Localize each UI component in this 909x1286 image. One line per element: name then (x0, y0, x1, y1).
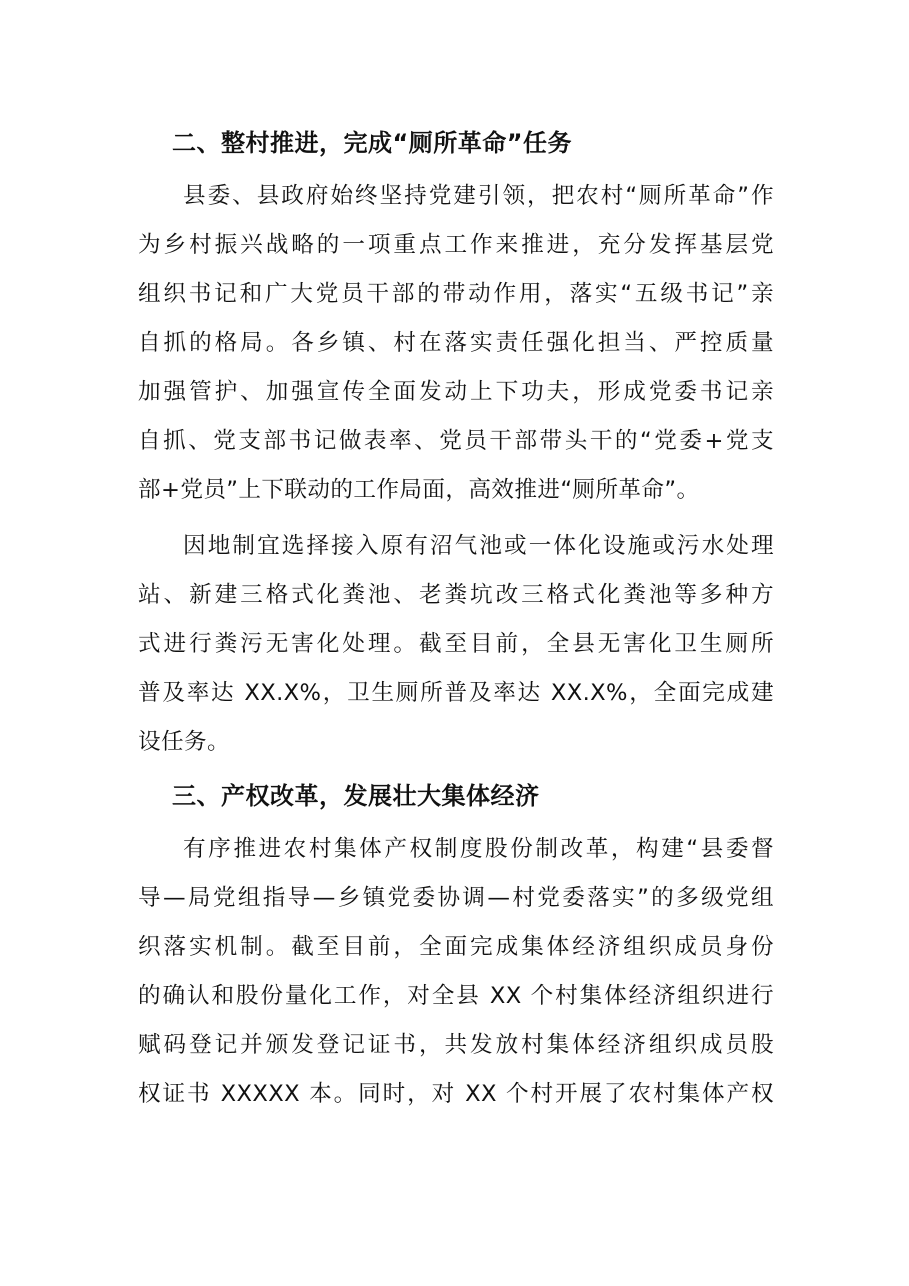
paragraph-line: 权证书 XXXXX 本。同时，对 XX 个村开展了农村集体产权 (138, 1081, 774, 1107)
paragraph-line: 普及率达 XX.X%，卫生厕所普及率达 XX.X%，全面完成建 (138, 680, 774, 706)
paragraph-line: 导—局党组指导—乡镇党委协调—村党委落实”的多级党组 (138, 885, 774, 911)
paragraph-line: 织落实机制。截至目前，全面完成集体经济组织成员身份 (138, 934, 774, 960)
paragraph-line: 加强管护、加强宣传全面发动上下功夫，形成党委书记亲 (138, 379, 774, 405)
section-heading: 二、整村推进，完成“厕所革命”任务 (172, 129, 573, 157)
paragraph-line: 设任务。 (138, 729, 230, 755)
paragraph-line: 的确认和股份量化工作，对全县 XX 个村集体经济组织进行 (138, 983, 774, 1009)
document-body (138, 121, 774, 1126)
paragraph (138, 522, 774, 767)
section-heading: 三、产权改革，发展壮大集体经济 (172, 782, 540, 810)
paragraph-line: 自抓、党支部书记做表率、党员干部带头干的“党委+党支 (138, 428, 774, 454)
paragraph-line: 组织书记和广大党员干部的带动作用，落实“五级书记”亲 (138, 281, 774, 307)
paragraph-line: 自抓的格局。各乡镇、村在落实责任强化担当、严控质量 (138, 330, 774, 356)
paragraph-line: 为乡村振兴战略的一项重点工作来推进，充分发挥基层党 (138, 232, 774, 258)
paragraph-line: 式进行粪污无害化处理。截至目前，全县无害化卫生厕所 (138, 631, 774, 657)
paragraph-line: 部+党员”上下联动的工作局面，高效推进“厕所革命”。 (138, 477, 700, 503)
paragraph-line: 县委、县政府始终坚持党建引领，把农村“厕所革命”作 (183, 183, 774, 209)
paragraph-line: 赋码登记并颁发登记证书，共发放村集体经济组织成员股 (138, 1032, 774, 1058)
paragraph-line: 有序推进农村集体产权制度股份制改革，构建“县委督 (183, 836, 774, 862)
paragraph-line: 因地制宜选择接入原有沼气池或一体化设施或污水处理 (183, 533, 774, 559)
paragraph (138, 172, 774, 515)
paragraph-line: 站、新建三格式化粪池、老粪坑改三格式化粪池等多种方 (138, 582, 774, 608)
paragraph (138, 825, 774, 1119)
